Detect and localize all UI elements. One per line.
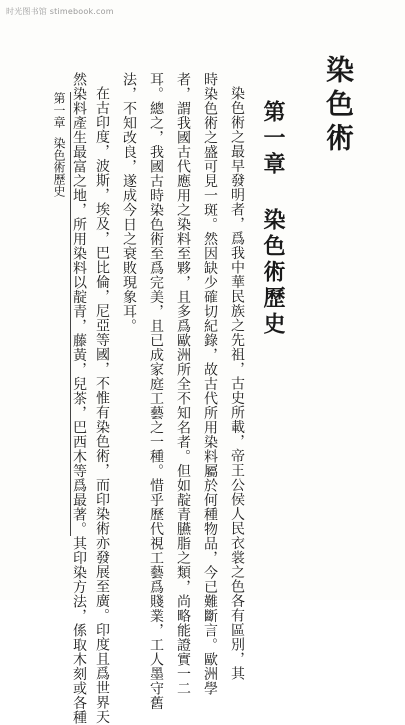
- text-column: 者，謂我國古代應用之染料至夥，且多爲歐洲所全不知名者。但如靛青臙脂之類，尚略能證實一二: [175, 72, 191, 696]
- running-head-title: 染色術歷史: [52, 137, 66, 197]
- chapter-heading: 第一章 染色術歷史: [260, 100, 286, 338]
- text-column: 然染料產生最富之地，所用染料以靛青，藤黃，兒茶，巴西木等爲最著。其印染方法，係取木刻或各種: [71, 72, 87, 725]
- running-head-chapter: 第一章: [52, 92, 66, 128]
- margin-divider: [70, 92, 71, 536]
- text-column: 時染色術之盛可見一斑。然因缺少確切紀錄，故古代所用染料屬於何種物品，今已難斷言。歐洲學: [202, 72, 218, 696]
- text-column: 染色術之最早發明者，爲我中華民族之先祖，古史所載，帝王公侯人民衣裳之色各有區別，其: [229, 86, 245, 681]
- text-column: 在古印度，波斯，埃及，巴比倫，尼亞等國，不惟有染色術，而印染術亦發展至廣。印度且爲世界天: [94, 86, 110, 724]
- text-column: 法，不知改良，遂成今日之衰敗現象耳。: [121, 72, 137, 333]
- book-title: 染色術: [322, 55, 355, 157]
- text-column: 耳。總之，我國古時染色術至爲完美，且已成家庭工藝之一種。惜乎歷代視工藝爲賤業，工人墨守舊: [148, 72, 164, 710]
- watermark: 时光图书馆 stimebook.com: [6, 7, 114, 16]
